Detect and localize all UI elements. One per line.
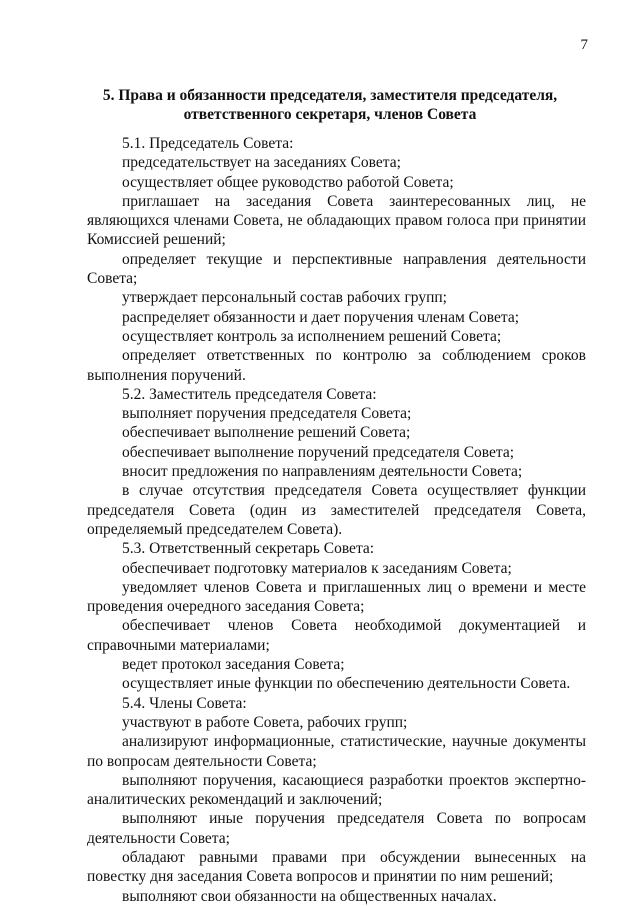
paragraph: определяет ответственных по контролю за соблюдением сроков выполнения поручений. <box>87 347 586 384</box>
subsection-title: 5.1. Председатель Совета: <box>122 135 294 152</box>
paragraph: распределяет обязанности и дает поручения членам Совета; <box>122 308 520 326</box>
paragraph: участвуют в работе Совета, рабочих групп; <box>122 713 408 731</box>
paragraph: утверждает персональный состав рабочих групп; <box>122 289 447 307</box>
paragraph: осуществляет общее руководство работой Совета; <box>122 173 454 191</box>
paragraph: уведомляет членов Совета и приглашенных лиц о времени и месте проведения очередного заседания Совета; <box>87 578 586 616</box>
paragraph: определяет текущие и перспективные направления деятельности Совета; <box>87 250 586 288</box>
section-body <box>87 134 586 906</box>
paragraph: председательствует на заседаниях Совета; <box>122 154 401 172</box>
paragraph: выполняют иные поручения председателя Совета по вопросам деятельности Совета; <box>87 810 586 847</box>
paragraph: обеспечивает выполнение поручений председателя Совета; <box>122 443 515 461</box>
paragraph: осуществляет иные функции по обеспечению деятельности Совета. <box>122 675 571 693</box>
paragraph: вносит предложения по направлениям деятельности Совета; <box>122 463 523 481</box>
paragraph: выполняет поручения председателя Совета; <box>122 405 412 423</box>
paragraph: анализируют информационные, статистические, научные документы по вопросам деятельности Совета; <box>87 733 586 770</box>
paragraph: обеспечивает подготовку материалов к заседаниям Совета; <box>122 559 512 577</box>
paragraph: выполняют поручения, касающиеся разработки проектов экспертно-аналитических рекомендаций и заключений; <box>87 771 586 809</box>
paragraph: в случае отсутствия председателя Совета осуществляет функции председателя Совета (один из заместителей председателя Совета, определяемый председателем Совета). <box>87 482 586 538</box>
paragraph: обеспечивает членов Совета необходимой документацией и справочными материалами; <box>87 617 586 654</box>
paragraph: обладают равными правами при обсуждении вынесенных на повестку дня заседания Совета вопросов и принятии по ним решений; <box>87 848 586 886</box>
page-number: 7 <box>580 37 588 53</box>
paragraph: обеспечивает выполнение решений Совета; <box>122 424 411 442</box>
subsection-title: 5.4. Члены Совета: <box>122 694 247 712</box>
section-heading <box>80 86 580 124</box>
section-heading-line-1: 5. Права и обязанности председателя, заместителя председателя, <box>102 87 558 104</box>
subsection-title: 5.3. Ответственный секретарь Совета: <box>122 540 375 558</box>
subsection-title: 5.2. Заместитель председателя Совета: <box>122 385 377 403</box>
paragraph: осуществляет контроль за исполнением решений Совета; <box>122 327 502 345</box>
paragraph: выполняют свои обязанности на общественных началах. <box>122 887 497 905</box>
paragraph: приглашает на заседания Совета заинтересованных лиц, не являющихся членами Совета, не обладающих правом голоса при принятии Комиссией решений; <box>87 192 586 249</box>
section-heading-line-2: ответственного секретаря, членов Совета <box>183 106 477 123</box>
paragraph: ведет протокол заседания Совета; <box>122 656 345 674</box>
